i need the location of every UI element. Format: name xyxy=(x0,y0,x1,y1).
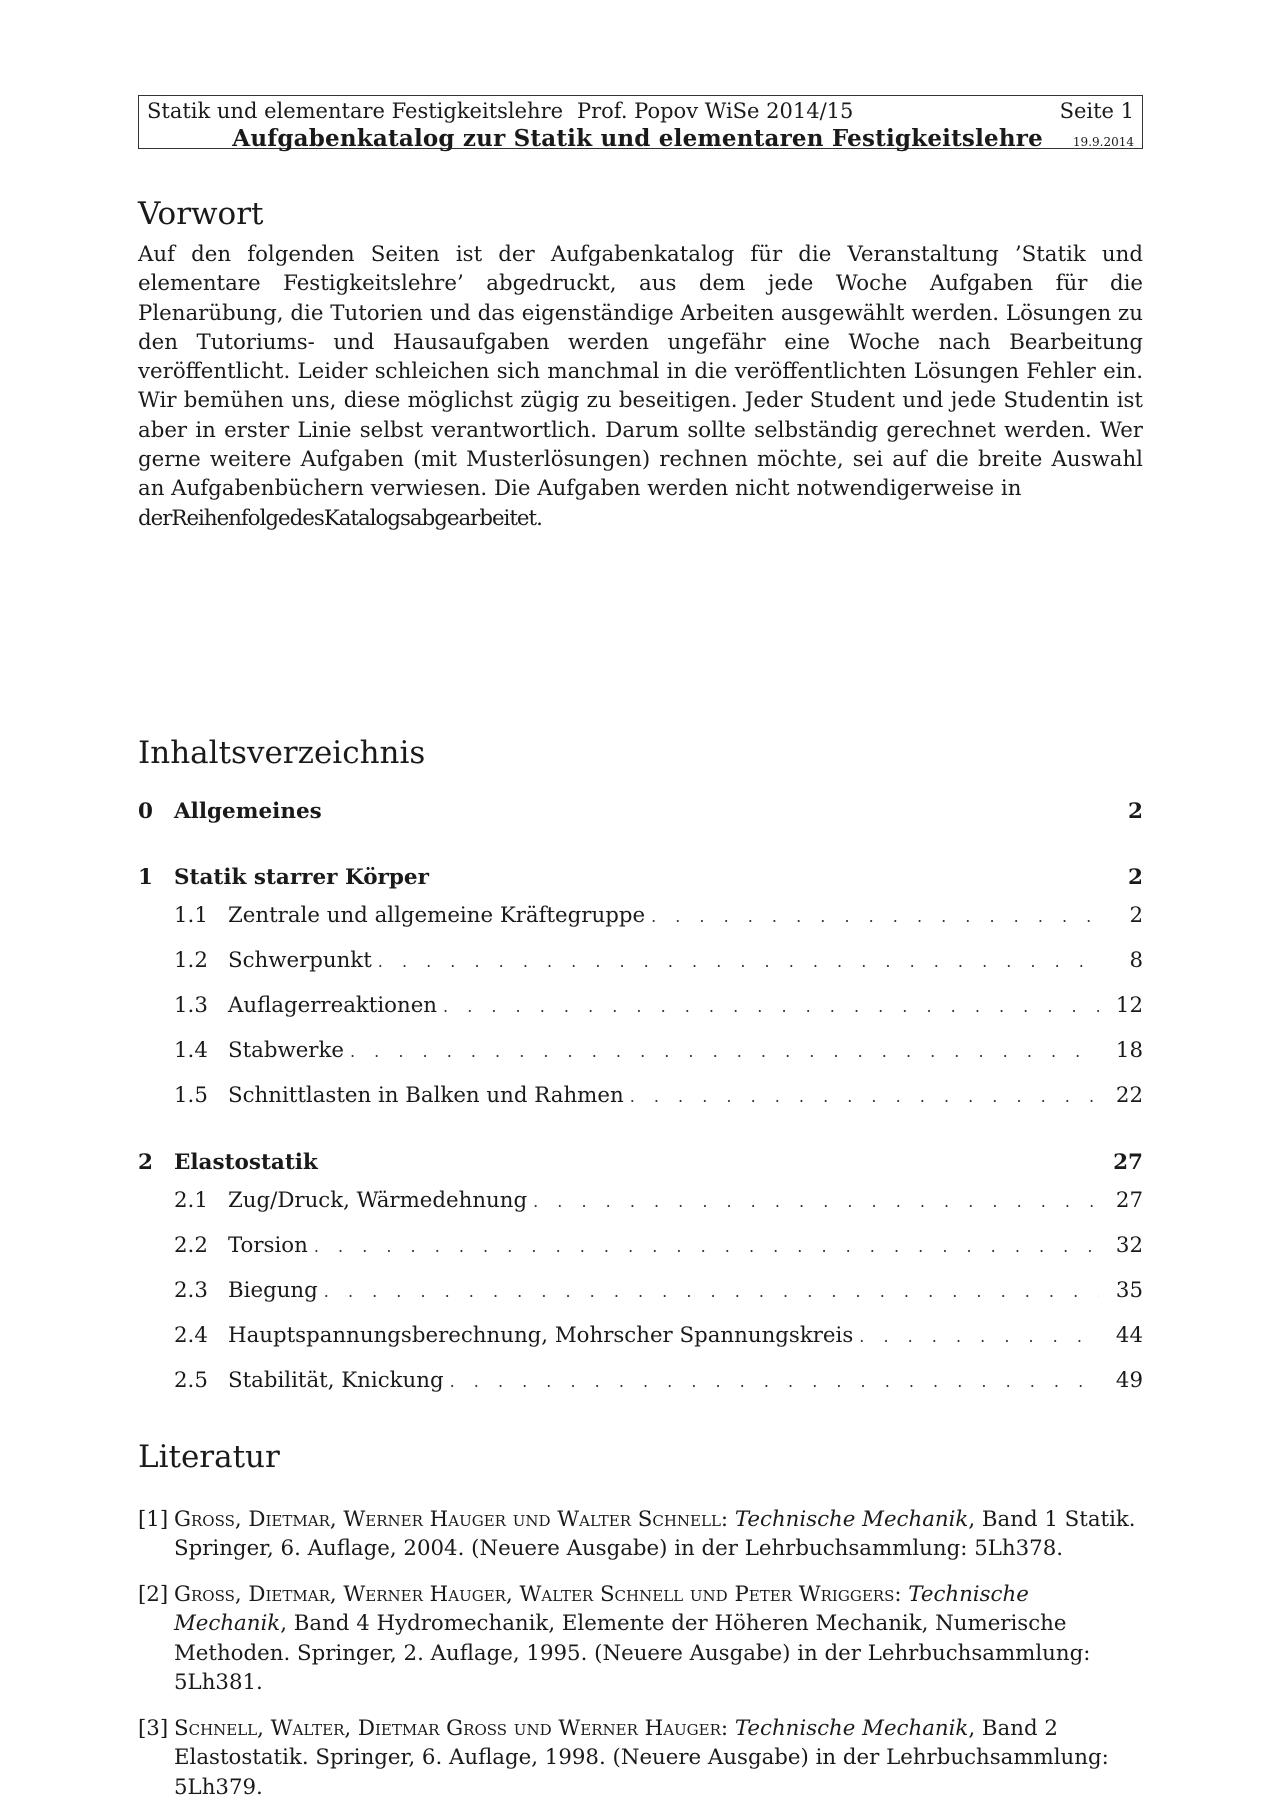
literature-body xyxy=(174,1505,1143,1564)
toc-leader-dots xyxy=(533,1189,1099,1215)
toc-chapter-gap xyxy=(138,1110,1143,1150)
literature-entry xyxy=(138,1505,1143,1564)
toc-section-page: 44 xyxy=(1115,1322,1143,1348)
toc-leader-dots xyxy=(859,1324,1099,1350)
toc-chapter-page: 2 xyxy=(1128,864,1143,890)
literature-entry xyxy=(138,1580,1143,1698)
literature-details: , Band 4 Hydromechanik, Elemente der Höheren Mechanik, Numerische Methoden. Springer, 2. Auflage, 1995. (Neuere Ausgabe) in der Lehrbuchsammlung: 5Lh381. xyxy=(174,1611,1091,1696)
toc-section-title: Stabwerke xyxy=(228,1037,344,1063)
table-of-contents xyxy=(138,799,1143,1395)
toc-section-page: 27 xyxy=(1115,1187,1143,1213)
toc-heading: Inhaltsverzeichnis xyxy=(138,734,426,771)
toc-leader-dots xyxy=(651,904,1099,930)
toc-section-number: 1.5 xyxy=(174,1082,208,1108)
toc-section-title: Biegung xyxy=(228,1277,318,1303)
literature-authors: Schnell, Walter, Dietmar Gross und Werner Hauger: xyxy=(174,1715,729,1741)
toc-section-title: Schnittlasten in Balken und Rahmen xyxy=(228,1082,624,1108)
toc-leader-dots xyxy=(324,1279,1099,1305)
literature-entry xyxy=(138,1714,1143,1803)
toc-section-number: 1.4 xyxy=(174,1037,208,1063)
toc-section-page: 22 xyxy=(1115,1082,1143,1108)
toc-leader-dots xyxy=(443,994,1099,1020)
toc-section-number: 1.3 xyxy=(174,992,208,1018)
toc-section-title: Stabilität, Knickung xyxy=(228,1367,444,1393)
toc-section-title: Hauptspannungsberechnung, Mohrscher Spannungskreis xyxy=(228,1322,854,1348)
course-name: Statik und elementare Festigkeitslehre xyxy=(147,99,564,123)
toc-chapter-number: 2 xyxy=(138,1149,153,1175)
toc-section-2.3[interactable] xyxy=(138,1278,1143,1305)
literature-authors: Gross, Dietmar, Werner Hauger, Walter Schnell und Peter Wriggers: xyxy=(174,1581,902,1607)
toc-section-number: 2.5 xyxy=(174,1367,208,1393)
literature-key: [2] xyxy=(138,1581,169,1607)
toc-section-title: Torsion xyxy=(228,1232,308,1258)
toc-section-1.3[interactable] xyxy=(138,993,1143,1020)
toc-section-title: Schwerpunkt xyxy=(228,947,372,973)
literature-authors: Gross, Dietmar, Werner Hauger und Walter Schnell: xyxy=(174,1506,729,1532)
professor-term: Prof. Popov WiSe 2014/15 xyxy=(577,99,854,123)
literature-list xyxy=(138,1505,1143,1803)
vorwort-last-line: derReihenfolgedesKatalogsabgearbeitet. xyxy=(138,505,542,531)
toc-chapter-number: 0 xyxy=(138,798,153,824)
vorwort-text: Auf den folgenden Seiten ist der Aufgabenkatalog für die Veranstaltung ’Statik und elementare Festigkeitslehre’ abgedruckt, aus dem jede Woche Aufgaben für die Plenarübung, die Tutorien und das eigenständige Arbeiten ausgewählt werden. Lösungen zu den Tutoriums- und Hausaufgaben werden ungefähr eine Woche nach Bearbeitung veröffentlicht. Leider schleichen sich manchmal in die veröffentlichten Lösungen Fehler ein. Wir bemühen uns, diese möglichst zügig zu beseitigen. Jeder Student und jede Studentin ist aber in erster Linie selbst verantwortlich. Darum sollte selbständig gerechnet werden. Wer gerne weitere Aufgaben (mit Musterlösungen) rechnen möchte, sei auf die breite Auswahl an Aufgabenbüchern verwiesen. Die Aufgaben werden nicht notwendigerweise in xyxy=(138,242,1143,502)
literature-key: [3] xyxy=(138,1715,169,1741)
toc-section-page: 49 xyxy=(1115,1367,1143,1393)
toc-section-2.2[interactable] xyxy=(138,1233,1143,1260)
toc-section-title: Zug/Druck, Wärmedehnung xyxy=(228,1187,528,1213)
literature-key: [1] xyxy=(138,1506,169,1532)
toc-chapter-gap xyxy=(138,825,1143,865)
literature-title: Technische Mechanik xyxy=(734,1506,969,1532)
document-title: Aufgabenkatalog zur Statik und elementaren Festigkeitslehre xyxy=(232,125,1043,152)
toc-chapter-1[interactable] xyxy=(138,865,1143,891)
page-header-box xyxy=(138,95,1143,152)
toc-section-2.1[interactable] xyxy=(138,1188,1143,1215)
toc-section-page: 18 xyxy=(1115,1037,1143,1063)
toc-leader-dots xyxy=(314,1234,1099,1260)
toc-section-page: 32 xyxy=(1115,1232,1143,1258)
literature-body xyxy=(174,1580,1143,1698)
toc-chapter-number: 1 xyxy=(138,864,153,890)
literature-body xyxy=(174,1714,1143,1803)
toc-leader-dots xyxy=(630,1084,1099,1110)
document-page xyxy=(138,95,1143,1818)
toc-chapter-2[interactable] xyxy=(138,1150,1143,1176)
toc-section-number: 1.1 xyxy=(174,902,208,928)
document-date: 19.9.2014 xyxy=(1072,135,1134,149)
toc-section-1.5[interactable] xyxy=(138,1083,1143,1110)
toc-section-title: Auflagerreaktionen xyxy=(228,992,438,1018)
toc-section-number: 2.2 xyxy=(174,1232,208,1258)
toc-section-number: 1.2 xyxy=(174,947,208,973)
toc-chapter-page: 27 xyxy=(1113,1149,1143,1175)
toc-leader-dots xyxy=(378,949,1099,975)
toc-section-2.5[interactable] xyxy=(138,1368,1143,1395)
toc-section-page: 8 xyxy=(1129,947,1143,973)
toc-section-2.4[interactable] xyxy=(138,1323,1143,1350)
toc-section-number: 2.1 xyxy=(174,1187,208,1213)
toc-section-page: 35 xyxy=(1115,1277,1143,1303)
toc-section-title: Zentrale und allgemeine Kräftegruppe xyxy=(228,902,646,928)
toc-section-1.1[interactable] xyxy=(138,903,1143,930)
page-number: Seite 1 xyxy=(1059,99,1134,123)
vorwort-heading: Vorwort xyxy=(138,196,264,232)
toc-chapter-0[interactable] xyxy=(138,799,1143,825)
literature-details: , Band 2 Elastostatik. Springer, 6. Auflage, 1998. (Neuere Ausgabe) in der Lehrbuchsammlung: 5Lh379. xyxy=(174,1715,1109,1800)
toc-chapter-title: Statik starrer Körper xyxy=(174,864,429,890)
toc-chapter-title: Elastostatik xyxy=(174,1149,318,1175)
toc-section-page: 12 xyxy=(1115,992,1143,1018)
toc-section-1.4[interactable] xyxy=(138,1038,1143,1065)
literatur-heading: Literatur xyxy=(138,1438,280,1475)
toc-section-1.2[interactable] xyxy=(138,948,1143,975)
literature-title: Technische Mechanik xyxy=(734,1715,969,1741)
literature-title: Technische Mechanik xyxy=(174,1581,1029,1637)
toc-leader-dots xyxy=(350,1039,1099,1065)
toc-section-number: 2.3 xyxy=(174,1277,208,1303)
toc-section-page: 2 xyxy=(1129,902,1143,928)
toc-leader-dots xyxy=(450,1369,1099,1395)
toc-chapter-title: Allgemeines xyxy=(174,798,322,824)
toc-section-number: 2.4 xyxy=(174,1322,208,1348)
toc-chapter-page: 2 xyxy=(1128,798,1143,824)
literature-details: , Band 1 Statik. Springer, 6. Auflage, 2004. (Neuere Ausgabe) in der Lehrbuchsammlung: 5Lh378. xyxy=(174,1506,1136,1562)
